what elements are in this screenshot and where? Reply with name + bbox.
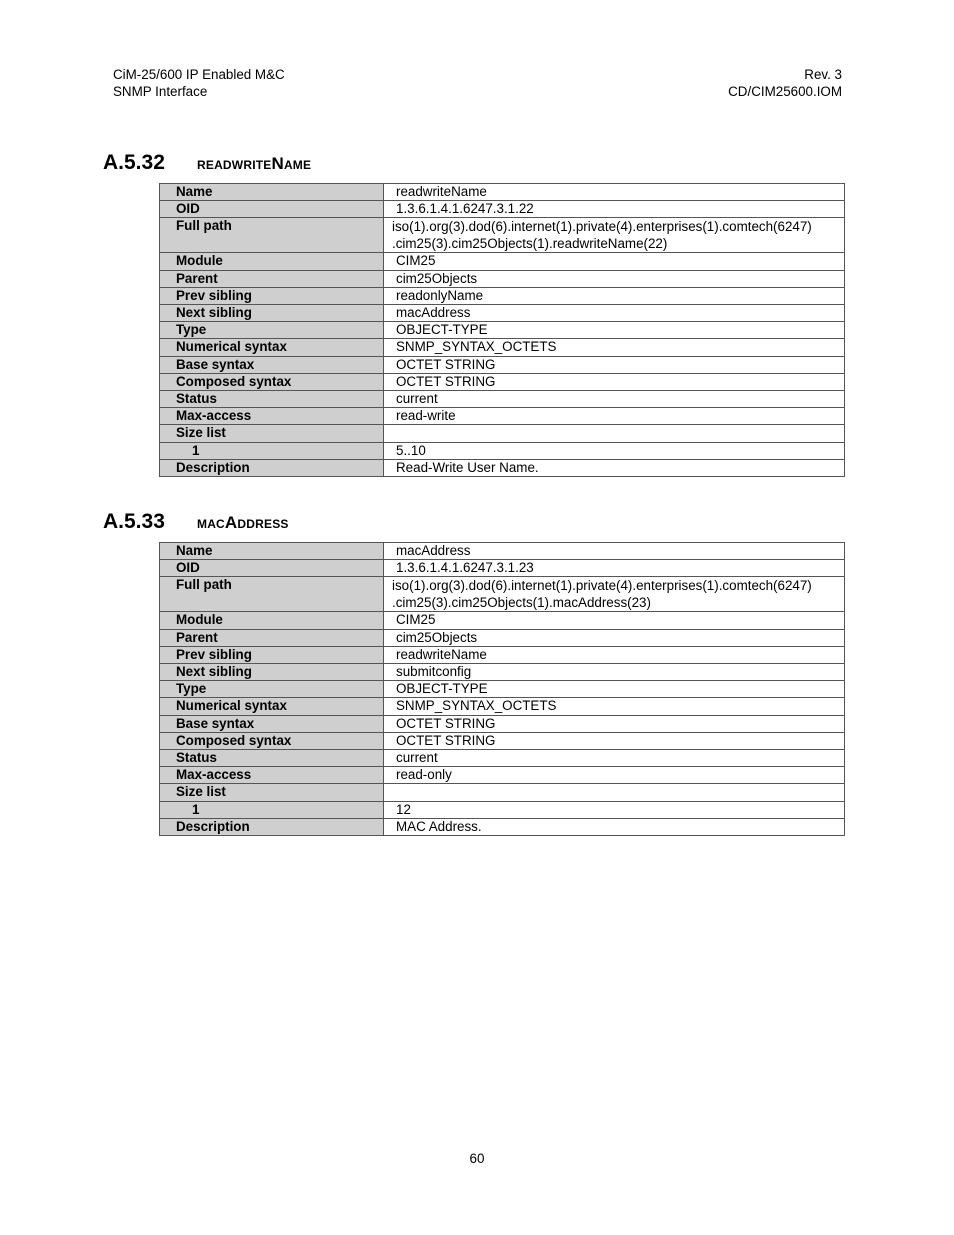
- row-key: Composed syntax: [160, 373, 384, 390]
- row-value: macAddress: [384, 543, 845, 560]
- table-row: [160, 612, 845, 629]
- table-row: [160, 715, 845, 732]
- table-row: [160, 732, 845, 749]
- table-row: [160, 560, 845, 577]
- table-row: [160, 305, 845, 322]
- page-header-left: [113, 67, 285, 100]
- row-value: SNMP_SYNTAX_OCTETS: [384, 339, 845, 356]
- row-value: OCTET STRING: [384, 732, 845, 749]
- section-heading: [103, 507, 289, 535]
- table-row: [160, 459, 845, 476]
- row-key: Type: [160, 681, 384, 698]
- section-title: macAddress: [197, 513, 289, 532]
- row-key: Description: [160, 818, 384, 835]
- row-key: Size list: [160, 784, 384, 801]
- row-key: Composed syntax: [160, 732, 384, 749]
- table-row: [160, 391, 845, 408]
- row-value: [384, 218, 845, 253]
- row-key: Prev sibling: [160, 287, 384, 304]
- page-number: 60: [469, 1151, 485, 1166]
- table-row: [160, 818, 845, 835]
- document-subtitle: SNMP Interface: [113, 83, 208, 99]
- row-value: Read-Write User Name.: [384, 459, 845, 476]
- row-value: macAddress: [384, 305, 845, 322]
- row-key: Status: [160, 391, 384, 408]
- row-value: read-write: [384, 408, 845, 425]
- row-value: 1.3.6.1.4.1.6247.3.1.23: [384, 560, 845, 577]
- row-key: Base syntax: [160, 356, 384, 373]
- page-header-right: [728, 67, 842, 100]
- row-key: 1: [160, 442, 384, 459]
- row-key: Module: [160, 253, 384, 270]
- table-row: [160, 750, 845, 767]
- row-value: current: [384, 391, 845, 408]
- properties-table: [159, 183, 845, 477]
- table-row: [160, 425, 845, 442]
- table-row: [160, 373, 845, 390]
- row-key: Type: [160, 322, 384, 339]
- row-key: Base syntax: [160, 715, 384, 732]
- row-key: Full path: [160, 218, 384, 253]
- row-value: [384, 784, 845, 801]
- table-row: [160, 577, 845, 612]
- row-key: Module: [160, 612, 384, 629]
- document-code: CD/CIM25600.IOM: [728, 83, 842, 99]
- row-value: OBJECT-TYPE: [384, 322, 845, 339]
- row-key: OID: [160, 560, 384, 577]
- row-value: [384, 425, 845, 442]
- row-key: Numerical syntax: [160, 339, 384, 356]
- row-value: readonlyName: [384, 287, 845, 304]
- row-key: Full path: [160, 577, 384, 612]
- row-value: read-only: [384, 767, 845, 784]
- table-row: [160, 767, 845, 784]
- row-key: Status: [160, 750, 384, 767]
- table-row: [160, 184, 845, 201]
- table-row: [160, 801, 845, 818]
- row-key: Name: [160, 543, 384, 560]
- document-title: CiM-25/600 IP Enabled M&C: [113, 67, 285, 82]
- table-row: [160, 784, 845, 801]
- row-key: Next sibling: [160, 305, 384, 322]
- row-value: OCTET STRING: [384, 356, 845, 373]
- full-path-line: iso(1).org(3).dod(6).internet(1).private(4).enterprises(1).comtech(6247): [392, 219, 812, 235]
- row-key: Prev sibling: [160, 646, 384, 663]
- table-row: [160, 629, 845, 646]
- row-key: OID: [160, 201, 384, 218]
- row-value: 1.3.6.1.4.1.6247.3.1.22: [384, 201, 845, 218]
- row-key: Max-access: [160, 767, 384, 784]
- row-value: CIM25: [384, 612, 845, 629]
- table-row: [160, 218, 845, 253]
- table-row: [160, 270, 845, 287]
- row-value: [384, 577, 845, 612]
- row-value: current: [384, 750, 845, 767]
- row-key: Size list: [160, 425, 384, 442]
- section-title: readwriteName: [197, 154, 312, 173]
- table-row: [160, 681, 845, 698]
- row-value: cim25Objects: [384, 629, 845, 646]
- table-row: [160, 339, 845, 356]
- row-key: Max-access: [160, 408, 384, 425]
- row-value: CIM25: [384, 253, 845, 270]
- row-key: Description: [160, 459, 384, 476]
- table-row: [160, 646, 845, 663]
- row-key: 1: [160, 801, 384, 818]
- row-key: Numerical syntax: [160, 698, 384, 715]
- table-row: [160, 322, 845, 339]
- table-row: [160, 664, 845, 681]
- properties-table: [159, 542, 845, 836]
- table-row: [160, 201, 845, 218]
- full-path-line: .cim25(3).cim25Objects(1).readwriteName(22): [392, 236, 668, 252]
- row-value: OCTET STRING: [384, 373, 845, 390]
- section-number: A.5.32: [103, 151, 165, 174]
- row-value: submitconfig: [384, 664, 845, 681]
- full-path-line: iso(1).org(3).dod(6).internet(1).private(4).enterprises(1).comtech(6247): [392, 578, 812, 594]
- row-key: Next sibling: [160, 664, 384, 681]
- row-value: cim25Objects: [384, 270, 845, 287]
- full-path-line: .cim25(3).cim25Objects(1).macAddress(23): [392, 595, 651, 611]
- section-number: A.5.33: [103, 510, 165, 533]
- section-heading: [103, 148, 311, 176]
- row-value: SNMP_SYNTAX_OCTETS: [384, 698, 845, 715]
- row-value: 5..10: [384, 442, 845, 459]
- table-row: [160, 287, 845, 304]
- row-value: MAC Address.: [384, 818, 845, 835]
- table-row: [160, 356, 845, 373]
- table-row: [160, 442, 845, 459]
- row-key: Name: [160, 184, 384, 201]
- row-value: OCTET STRING: [384, 715, 845, 732]
- row-key: Parent: [160, 629, 384, 646]
- table-row: [160, 253, 845, 270]
- row-value: readwriteName: [384, 646, 845, 663]
- table-row: [160, 408, 845, 425]
- table-row: [160, 698, 845, 715]
- row-key: Parent: [160, 270, 384, 287]
- row-value: OBJECT-TYPE: [384, 681, 845, 698]
- row-value: 12: [384, 801, 845, 818]
- row-value: readwriteName: [384, 184, 845, 201]
- table-row: [160, 543, 845, 560]
- revision-label: Rev. 3: [804, 67, 842, 82]
